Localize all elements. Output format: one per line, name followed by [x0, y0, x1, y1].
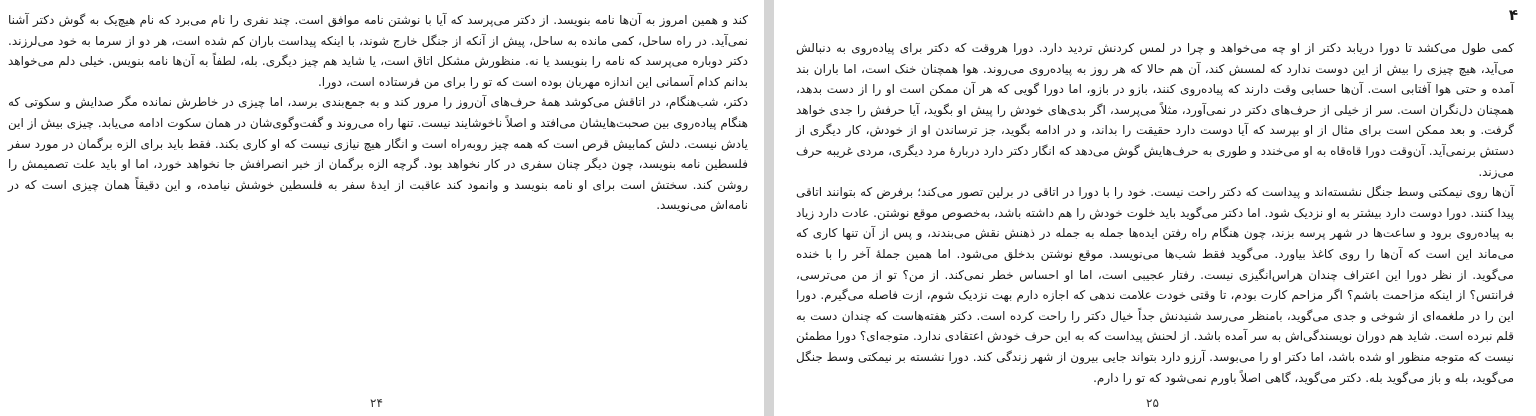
left-page-text — [8, 10, 748, 216]
paragraph: آن‌ها روی نیمکتی وسط جنگل نشسته‌اند و پیداست که دکتر راحت نیست. خود را با دورا در اتاقی در برلین تصور می‌کند؛ برفرض که بتوانند اتاقی پیدا کنند. دورا دوست دارد بیشتر به او نزدیک شود. اما دکتر می‌گوید باید خلوت خودش را هم داشته باشد، به‌خصوص موقع نوشتن. عادت دارد زیاد به پیاده‌روی برود و ساعت‌ها در شهر پرسه بزند، چون هنگام راه رفتن ایده‌ها جمله به جمله در ذهنش نقش می‌بندند، و پس از آن تنها کاری که می‌ماند این است که آن‌ها را روی کاغذ بیاورد. می‌گوید فقط شب‌ها می‌نویسد. موقع نوشتن بدخلق می‌شود. اما همین جملهٔ آخر را با خنده می‌گوید. از نظر دورا این اعتراف چندان هراس‌انگیزی نیست. رفتار عجیبی است، اما او احساس خطر نمی‌کند. از من؟ تو از من می‌ترسی، فرانتس؟ از اینکه مزاحمت باشم؟ اگر مزاحم کارت بودم، تا وقتی خودت علامت ندهی که اجازه دارم بهت نزدیک شوم، ازت فاصله می‌گیرم. دورا این را در ملغمه‌ای از شوخی و جدی می‌گوید، با‌منظر می‌رسد شنیدنش جداً خیال دکتر را راحت کرده است. دکتر هفته‌هاست که چندان دست به قلم نبرده است. شاید هم دوران نویسندگی‌اش به سر آمده باشد. از لحنش پیداست که به این حرف خودش اعتقادی ندارد. متوجه‌ای؟ دورا مطمئن نیست که متوجه منظور او شده باشد، اما دکتر او را می‌بوسد. آرزو دارد بتواند جایی بیرون از شهر زندگی کند. دورا نشسته بر نیمکتی وسط جنگل می‌گوید، بله و باز می‌گوید بله. دکتر می‌گوید، گاهی اصلاً باورم نمی‌شود که تو را دارم. — [796, 185, 1514, 385]
page-number: ۲۵ — [1146, 396, 1159, 410]
page-gutter — [764, 0, 774, 416]
page-right — [774, 0, 1536, 416]
chapter-number: ۴ — [1508, 6, 1518, 24]
page-left — [0, 0, 764, 416]
page-number: ۲۴ — [370, 396, 383, 410]
paragraph: کند و همین امروز به آن‌ها نامه بنویسد. از دکتر می‌پرسد که آیا با نوشتن نامه موافق است. چند نفری را نام می‌برد که نام هیچ‌یک به گوش دکتر آشنا نمی‌آید. در راه ساحل، کمی مانده به ساحل، پیش از آنکه از جنگل خارج شوند، با اینکه پیداست باران کم شده است، هر دو از سرما به خود می‌لرزند. دکتر دوباره می‌پرسد که نامه را بنویسد یا نه. منظورش مشکل اتاق است، یا شاید هم چیز دیگری. بله، لطفاً به آن‌ها نامه بنویس. خیلی دلم می‌خواهد بدانم کدام آسمانی این اندازه مهربان بوده است که تو را برای من فرستاده است، دورا. — [8, 13, 748, 89]
paragraph: دکتر، شب‌هنگام، در اتاقش می‌کوشد همهٔ حرف‌های آن‌روز را مرور کند و به جمع‌بندی برسد، اما چیزی در خاطرش نمانده مگر صدایش و سکوتی که هنگام پیاده‌روی بین صحبت‌هایشان می‌افتد و اصلاً ناخوشایند نیست. تنها راه می‌روند و گفت‌وگوی‌شان در همان سکوت ادامه می‌یابد. چیزی بیش از این یادش نیست. دلش کمابیش قرص است که همه چیز روبه‌راه است و انگار هیچ نیازی نیست که او کاری بکند. فقط باید برای الزه برگمان در مورد سفر فلسطین نامه بنویسد، چون دیگر چنان سفری در کار نخواهد بود. گرچه الزه برگمان از خبر انصرافش جا نخواهد خورد، اما او باید علت تصمیمش را روشن کند. سختش است برای او نامه بنویسد و وانمود کند عاقبت از ایدهٔ سفر به فلسطین خوشش نیامده، و این دقیقاً همان چیزی است که در نامه‌اش می‌نویسد. — [8, 95, 748, 213]
paragraph: کمی طول می‌کشد تا دورا دریابد دکتر از او چه می‌خواهد و چرا در لمس کردنش تردید دارد. دورا هروقت که دکتر برای پیاده‌روی به دنبالش می‌آید، هیچ چیزی را بیش از این دوست ندارد که لمسش کند، آن هم حالا که هر روز به پیاده‌روی می‌روند. هوا همچنان خنک است، اما باران بند آمده و حتی هوا آفتابی است. آن‌ها حسابی وقت دارند که پیاده‌روی کنند، بازو در بازو، اما دورا گویی که هر آن ممکن است او را از دست بدهد، همچنان دل‌نگران است. سر از خیلی از حرف‌های دکتر در نمی‌آورد، مثلاً می‌پرسد، اگر بدی‌های خودش را پیش او بگوید، آیا حرفش را جدی خواهد گرفت. و بعد ممکن است برای مثال از او بپرسد که آیا دوست دارد حقیقت را بداند، و در ادامه بگوید، جز ترساندن او از خودش، کار دیگری از دستش برنمی‌آید. آن‌وقت دورا قاه‌قاه به او می‌خندد و طوری به حرف‌هایش گوش می‌دهد که انگار دکتر دارد دربارهٔ مرد دیگری، مردی غریبه حرف می‌زند. — [796, 41, 1514, 179]
right-page-text — [796, 38, 1514, 388]
